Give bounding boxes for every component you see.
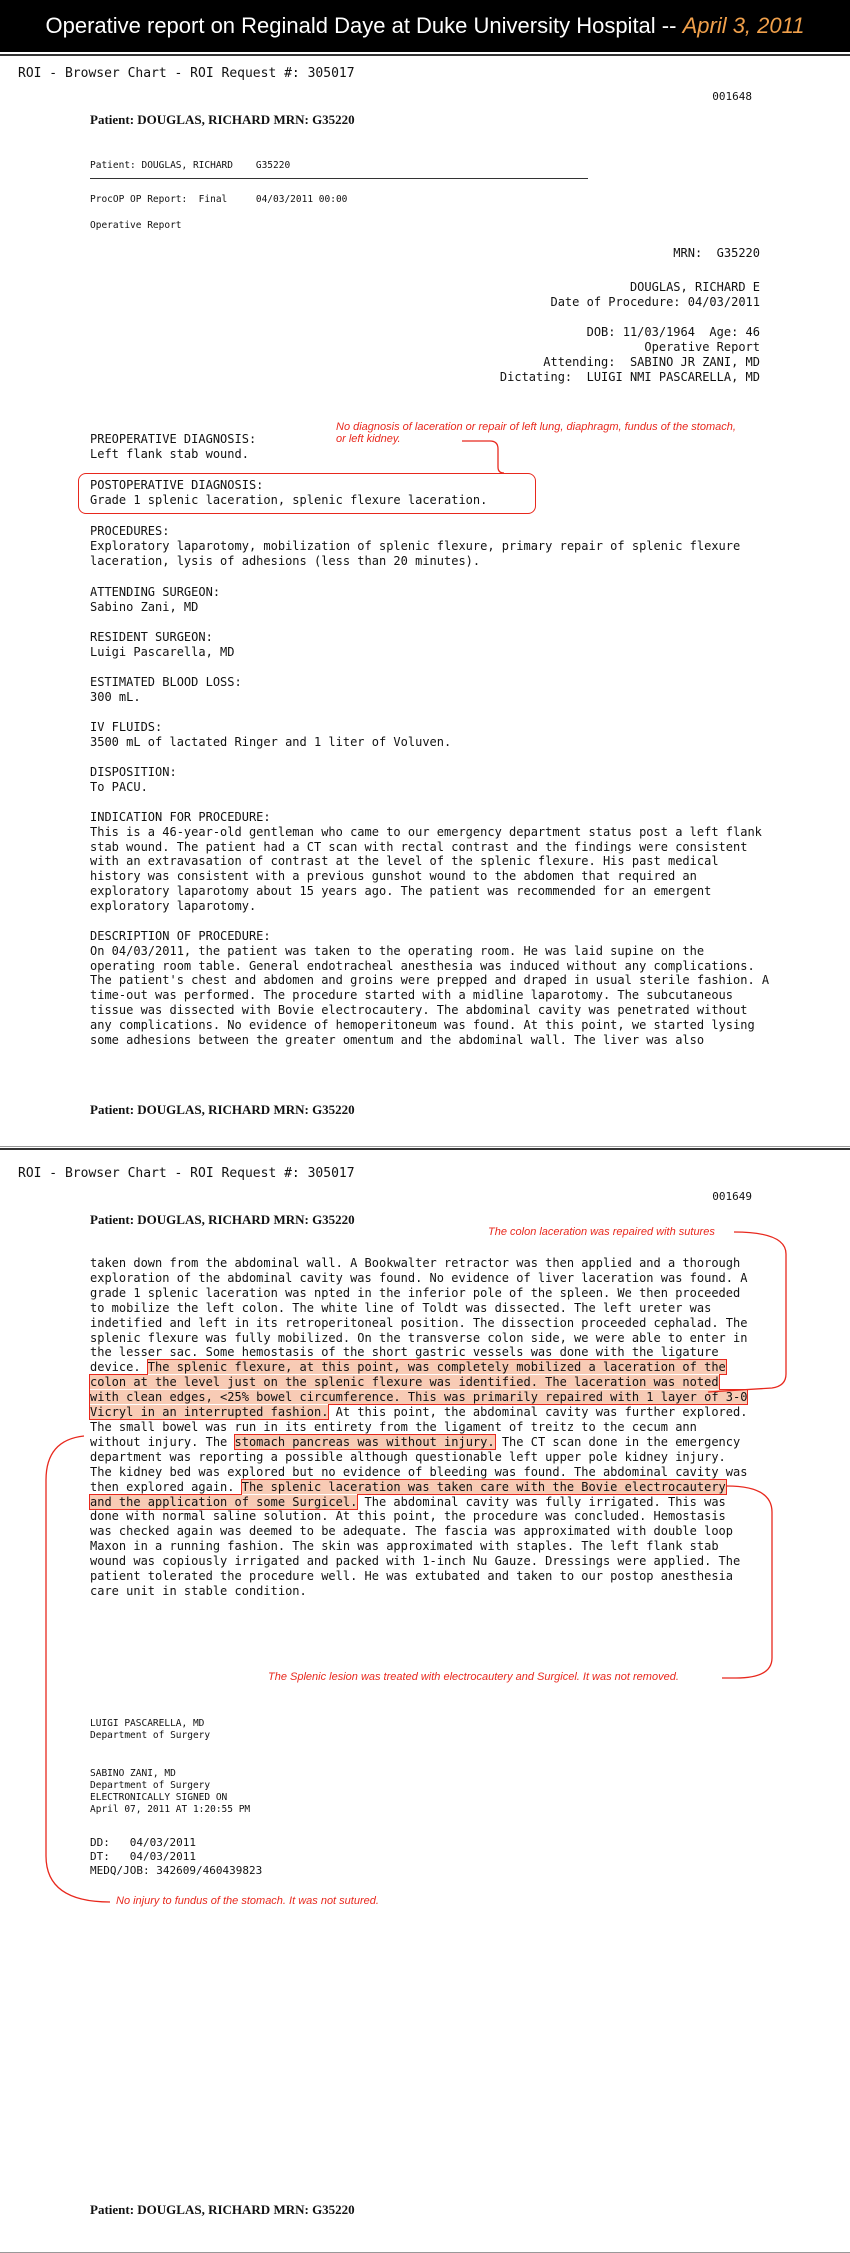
roi-header: ROI - Browser Chart - ROI Request #: 305017	[18, 66, 355, 81]
medq-line: MEDQ/JOB: 342609/460439823	[90, 1864, 263, 1877]
text-segment: The CT scan done in the emergency department was reporting a possible although questionable left upper pole kidney injury. The kidney bed was explored but no evidence of bleeding was found. The abdominal cavity was then explored again.	[90, 1434, 748, 1494]
section-label: IV FLUIDS:	[90, 720, 163, 734]
patient-footer: Patient: DOUGLAS, RICHARD MRN: G35220	[90, 2202, 355, 2217]
annotation-stomach: No injury to fundus of the stomach. It was not sutured.	[116, 1895, 379, 1907]
section-text: Grade 1 splenic laceration, splenic flexure laceration.	[90, 492, 488, 507]
annotation-connectors	[0, 1150, 850, 2252]
dt-line: DT: 04/03/2011	[90, 1850, 196, 1863]
section-label: PREOPERATIVE DIAGNOSIS:	[90, 432, 257, 446]
title-banner	[0, 0, 850, 52]
signature-line: ELECTRONICALLY SIGNED ON	[90, 1792, 228, 1803]
dd-line: DD: 04/03/2011	[90, 1836, 196, 1849]
annotation-connector	[0, 56, 850, 1146]
report-page-1	[0, 54, 850, 1147]
annotation-no-diagnosis: No diagnosis of laceration or repair of left lung, diaphragm, fundus of the stomach, or left kidney.	[336, 421, 736, 445]
highlight-colon-repair: The splenic flexure, at this point, was completely mobilized a laceration of the colon at the level just on the splenic flexure was identified. The laceration was noted with clean edges, <25% bowel circumference. This was primarily repaired with 1 layer of 3-0 Vicryl in an interrupted fashion.	[90, 1360, 748, 1420]
section-label: ATTENDING SURGEON:	[90, 585, 221, 599]
signature-line: Department of Surgery	[90, 1730, 211, 1741]
patient-footer: Patient: DOUGLAS, RICHARD MRN: G35220	[90, 1102, 355, 1117]
signature-line: LUIGI PASCARELLA, MD	[90, 1718, 205, 1729]
annotation-spleen: The Splenic lesion was treated with electrocautery and Surgicel. It was not removed.	[268, 1671, 679, 1683]
attending-line: Attending: SABINO JR ZANI, MD	[543, 355, 760, 369]
signature-line: Department of Surgery	[90, 1780, 211, 1791]
patient-name: DOUGLAS, RICHARD E	[629, 280, 760, 294]
banner-title: Operative report on Reginald Daye at Duke University Hospital --	[45, 13, 677, 38]
section-label: POSTOPERATIVE DIAGNOSIS:	[90, 478, 264, 492]
section-text: This is a 46-year-old gentleman who came to our emergency department status post a left flank stab wound. The patient had a CT scan with rectal contrast and the findings were consistent with an extravasation of contrast at the level of the splenic flexure. His past medical history was consistent with a previous gunshot wound to the abdomen that required an exploratory laparotomy about 15 years ago. The patient was recommended for an emergent exploratory laparotomy.	[90, 824, 762, 913]
report-page-2	[0, 1148, 850, 2253]
section-label: PROCEDURES:	[90, 524, 170, 538]
document-number: 001648	[712, 90, 752, 103]
section-label: DISPOSITION:	[90, 765, 177, 779]
mrn: MRN: G35220	[673, 246, 760, 260]
section-label: ESTIMATED BLOOD LOSS:	[90, 675, 242, 689]
signature-line: SABINO ZANI, MD	[90, 1768, 176, 1779]
section-text: 300 mL.	[90, 689, 141, 704]
section-label: RESIDENT SURGEON:	[90, 630, 213, 644]
date-of-procedure: Date of Procedure: 04/03/2011	[550, 295, 760, 309]
section-text: On 04/03/2011, the patient was taken to the operating room. He was laid supine on the operating room table. General endotracheal anesthesia was induced without any complications. The patient's chest and abdomen and groins were prepped and draped in usual sterile fashion. A time-out was performed. The procedure started with a midline laparotomy. The subcutaneous tissue was dissected with Bovie electrocautery. The abdominal cavity was penetrated without any complications. No evidence of hemoperitoneum was found. At this point, we started lysing some adhesions between the greater omentum and the abdominal wall. The liver was also	[90, 943, 770, 1047]
section-label: INDICATION FOR PROCEDURE:	[90, 810, 271, 824]
report-status: ProcOP OP Report: Final 04/03/2011 00:00	[90, 194, 348, 205]
text-segment: The abdominal cavity was fully irrigated. This was done with normal saline solution. At this point, the procedure was concluded. Hemostasis was checked again was deemed to be adequate. The fascia was approximated with double loop Maxon in a running fashion. The skin was approximated with staples. The left flank stab wound was copiously irrigated and packed with 1-inch Nu Gauze. Dressings were applied. The patient tolerated the procedure well. He was extubated and taken to our postop anesthesia care unit in stable condition.	[90, 1494, 741, 1598]
text-segment: taken down from the abdominal wall. A Bookwalter retractor was then applied and a thorough exploration of the abdominal cavity was found. No evidence of liver laceration was found. A grade 1 splenic laceration was npted in the inferior pole of the spleen. We then proceeded to mobilize the left colon. The white line of Toldt was dissected. The left ureter was indetified and left in its retroperitoneal position. The dissection proceeded cephalad. The splenic flexure was fully mobilized. On the transverse colon side, we were able to enter in the lesser sac. Some hemostasis of the short gastric vessels was done with the ligature device.	[90, 1256, 748, 1375]
patient-small: Patient: DOUGLAS, RICHARD G35220	[90, 160, 291, 171]
report-kind: Operative Report	[644, 340, 760, 354]
section-text: To PACU.	[90, 779, 148, 794]
section-label: DESCRIPTION OF PROCEDURE:	[90, 929, 271, 943]
highlight-stomach: stomach pancreas was without injury.	[234, 1434, 495, 1449]
section-text: Sabino Zani, MD	[90, 599, 199, 614]
annotation-colon-repair: The colon laceration was repaired with sutures	[488, 1226, 715, 1238]
banner-date: April 3, 2011	[682, 13, 805, 38]
roi-header: ROI - Browser Chart - ROI Request #: 305017	[18, 1166, 355, 1181]
highlight-spleen: The splenic laceration was taken care with the Bovie electrocautery and the application of some Surgicel.	[90, 1479, 726, 1509]
dictating-line: Dictating: LUIGI NMI PASCARELLA, MD	[499, 370, 760, 384]
report-type: Operative Report	[90, 220, 182, 231]
patient-line: Patient: DOUGLAS, RICHARD MRN: G35220	[90, 1212, 355, 1227]
document-number: 001649	[712, 1190, 752, 1203]
section-text: 3500 mL of lactated Ringer and 1 liter of Voluven.	[90, 734, 452, 749]
signature-line: April 07, 2011 AT 1:20:55 PM	[90, 1804, 251, 1815]
dob-age: DOB: 11/03/1964 Age: 46	[586, 325, 760, 339]
section-text: Exploratory laparotomy, mobilization of splenic flexure, primary repair of splenic flexure laceration, lysis of adhesions (less than 20 minutes).	[90, 538, 741, 568]
text-segment: At this point, the abdominal cavity was further explored. The small bowel was run in its entirety from the ligament of treitz to the cecum ann without injury. The	[90, 1405, 748, 1449]
section-text: Left flank stab wound.	[90, 446, 249, 461]
section-text: Luigi Pascarella, MD	[90, 644, 235, 659]
patient-line: Patient: DOUGLAS, RICHARD MRN: G35220	[90, 112, 355, 127]
